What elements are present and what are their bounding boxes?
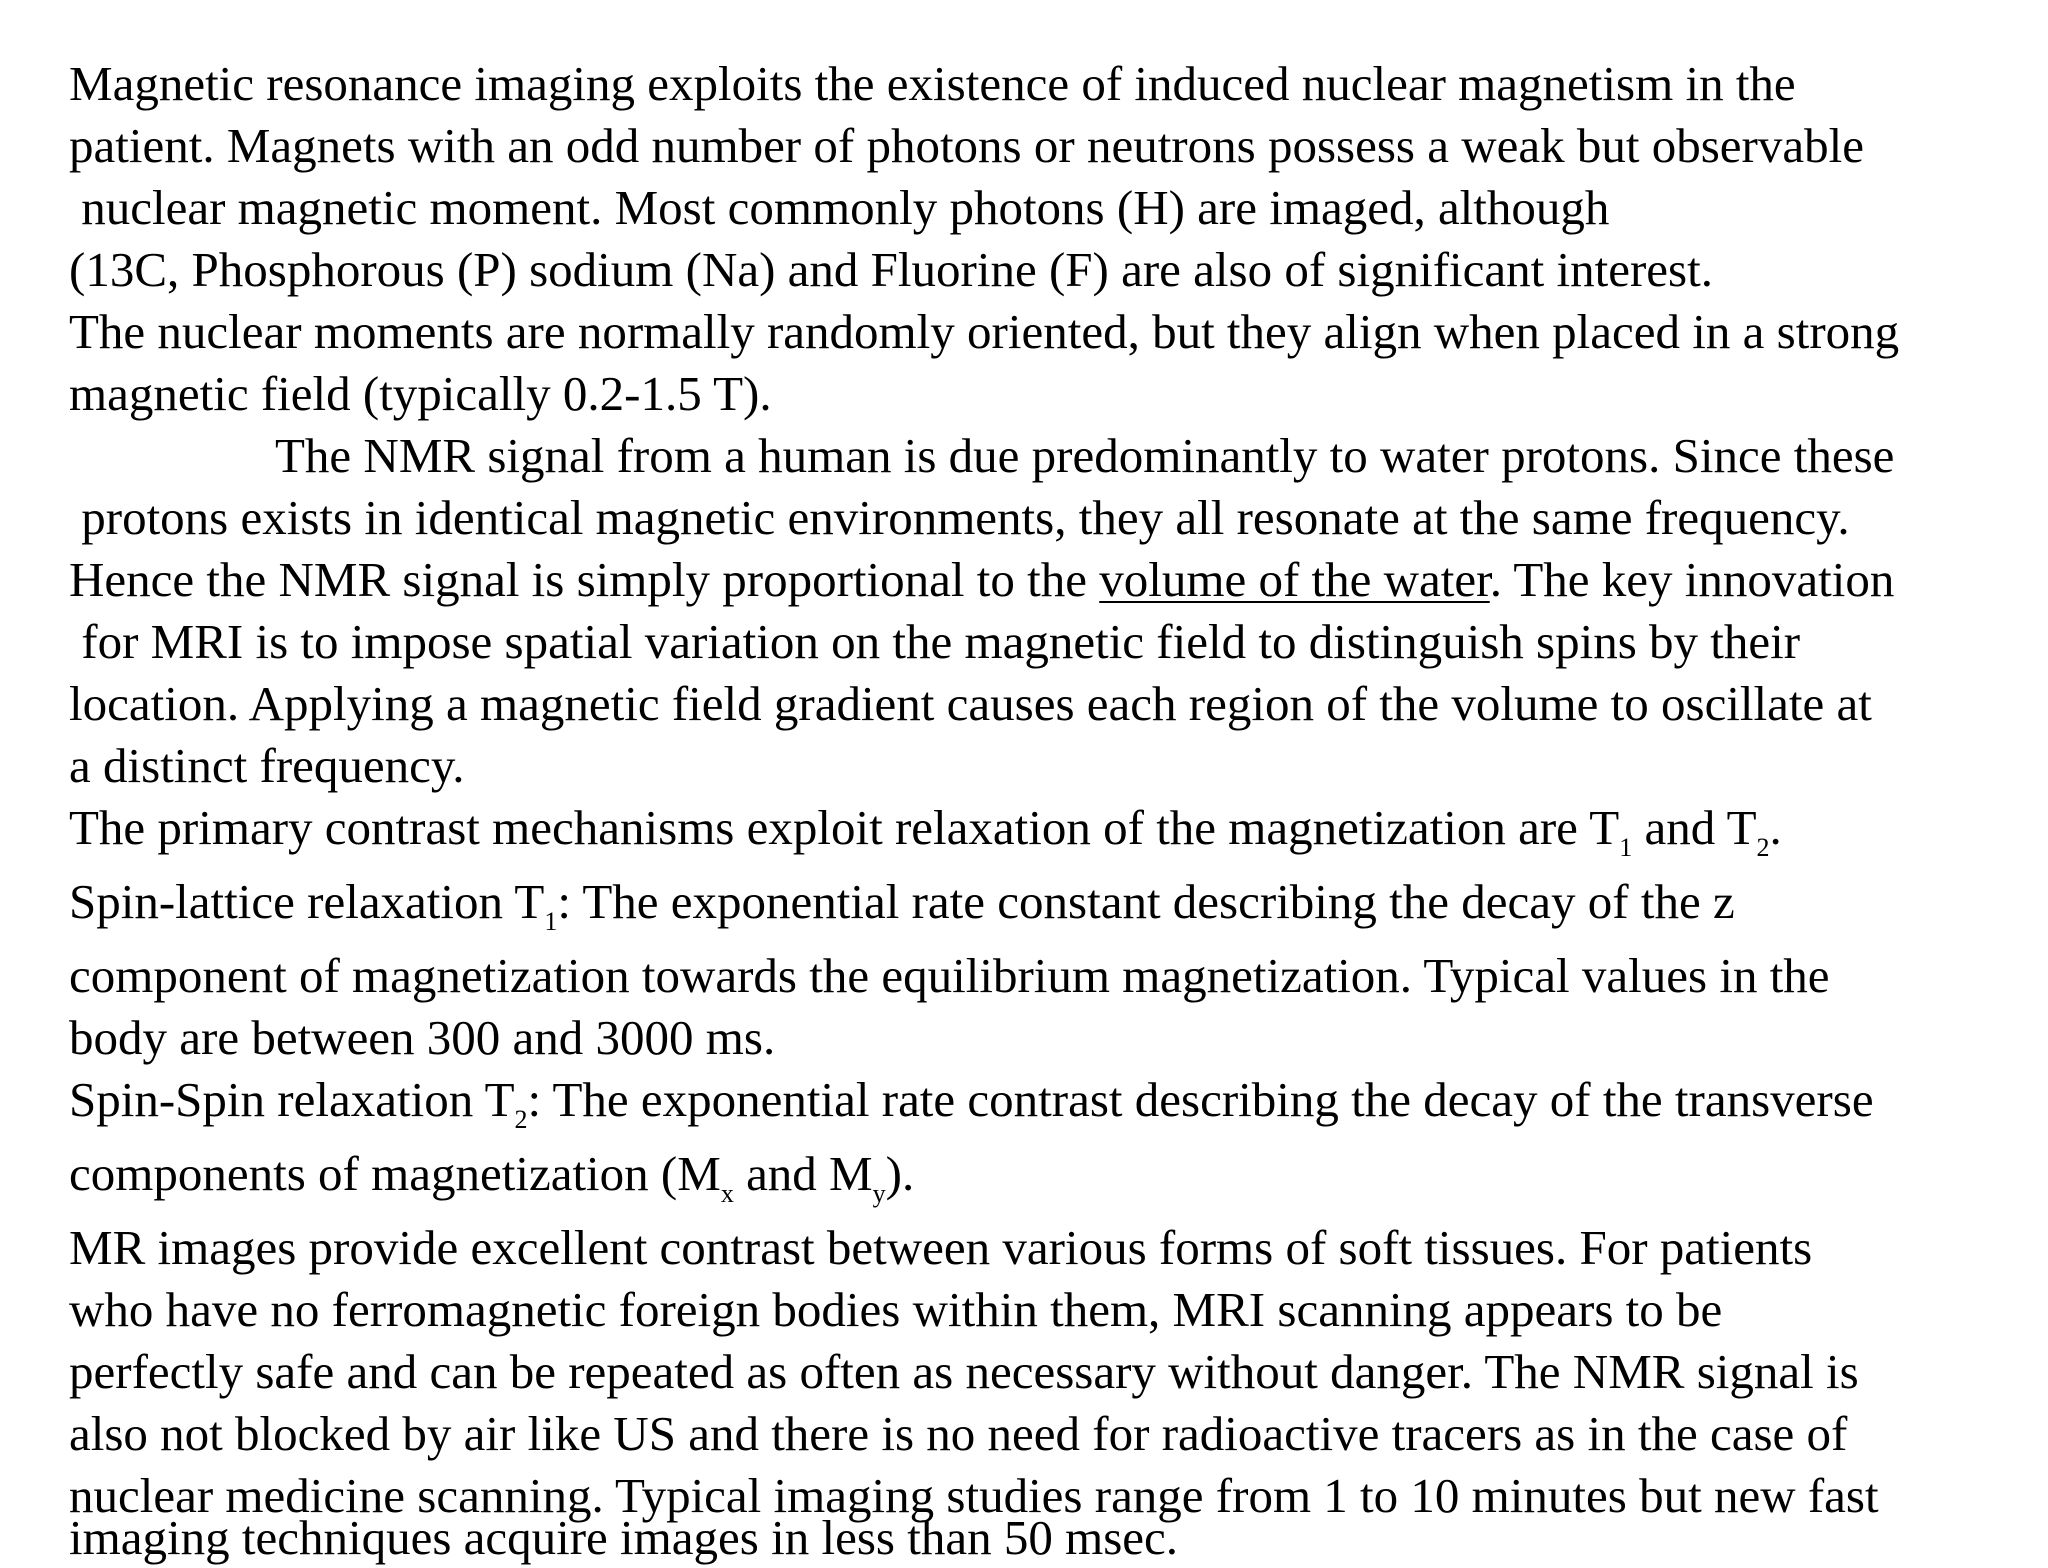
line-text: who have no ferromagnetic foreign bodies within them, MRI scanning appears to be xyxy=(69,1282,1723,1337)
line-text: Hence the NMR signal is simply proportional to the xyxy=(69,552,1100,607)
line-text: magnetic field (typically 0.2-1.5 T). xyxy=(69,366,772,421)
text-line xyxy=(69,674,1872,734)
line-text: and M xyxy=(733,1146,873,1201)
line-text: and T xyxy=(1632,800,1757,855)
line-text: component of magnetization towards the equilibrium magnetization. Typical values in the xyxy=(69,948,1830,1003)
indented-text-line xyxy=(275,426,1894,486)
line-text: (13C, Phosphorous (P) sodium (Na) and Fluorine (F) are also of significant interest. xyxy=(69,242,1713,297)
underlined-phrase: volume of the water xyxy=(1099,552,1490,607)
text-line xyxy=(69,872,1735,936)
text-line xyxy=(69,1144,915,1208)
text-line xyxy=(69,1218,1812,1278)
line-text: perfectly safe and can be repeated as often as necessary without danger. The NMR signal is xyxy=(69,1344,1859,1399)
line-text: . xyxy=(1769,800,1782,855)
line-text: also not blocked by air like US and there is no need for radioactive tracers as in the case of xyxy=(69,1406,1848,1461)
line-text: : The exponential rate contrast describing the decay of the transverse xyxy=(527,1072,1874,1127)
subscript: y xyxy=(872,1179,886,1208)
line-text: nuclear magnetic moment. Most commonly photons (H) are imaged, although xyxy=(69,180,1610,235)
text-line xyxy=(69,1404,1847,1464)
line-text: location. Applying a magnetic field gradient causes each region of the volume to oscillate at xyxy=(69,676,1872,731)
text-line xyxy=(69,798,1782,862)
text-line xyxy=(69,736,464,796)
line-text: Spin-Spin relaxation T xyxy=(69,1072,515,1127)
line-text: MR images provide excellent contrast between various forms of soft tissues. For patients xyxy=(69,1220,1813,1275)
text-line xyxy=(69,1008,775,1068)
line-text: body are between 300 and 3000 ms. xyxy=(69,1010,776,1065)
text-line xyxy=(69,1280,1722,1340)
line-text: protons exists in identical magnetic environments, they all resonate at the same frequency. xyxy=(69,490,1850,545)
line-text: components of magnetization (M xyxy=(69,1146,721,1201)
text-line-cut-off xyxy=(69,1508,1178,1568)
line-text: The primary contrast mechanisms exploit relaxation of the magnetization are T xyxy=(69,800,1620,855)
line-text: . The key innovation xyxy=(1489,552,1895,607)
line-text: a distinct frequency. xyxy=(69,738,465,793)
subscript: x xyxy=(720,1179,734,1208)
text-line xyxy=(69,302,1899,362)
text-line xyxy=(69,612,1800,672)
text-line xyxy=(69,240,1713,300)
text-line xyxy=(69,1342,1859,1402)
line-text: nuclear medicine scanning. Typical imaging studies range from 1 to 10 minutes but new fast xyxy=(69,1468,1879,1523)
line-text: ). xyxy=(885,1146,915,1201)
line-text: The NMR signal from a human is due predominantly to water protons. Since these xyxy=(275,428,1895,483)
line-text: Spin-lattice relaxation T xyxy=(69,874,545,929)
line-text: : The exponential rate constant describing the decay of the z xyxy=(557,874,1735,929)
line-text: for MRI is to impose spatial variation on the magnetic field to distinguish spins by their xyxy=(69,614,1801,669)
text-line xyxy=(69,488,1850,548)
subscript: 1 xyxy=(1619,833,1633,862)
text-line xyxy=(69,178,1609,238)
line-text: Magnetic resonance imaging exploits the existence of induced nuclear magnetism in the xyxy=(69,56,1796,111)
text-line xyxy=(69,54,1796,114)
line-text: patient. Magnets with an odd number of photons or neutrons possess a weak but observable xyxy=(69,118,1864,173)
text-line xyxy=(69,550,1894,610)
subscript: 1 xyxy=(544,907,558,936)
text-line xyxy=(69,364,772,424)
line-text: imaging techniques acquire images in less than 50 msec. xyxy=(69,1510,1179,1565)
text-line xyxy=(69,946,1830,1006)
text-line xyxy=(69,116,1864,176)
text-line xyxy=(69,1070,1874,1134)
line-text: The nuclear moments are normally randomly oriented, but they align when placed in a strong xyxy=(69,304,1900,359)
subscript: 2 xyxy=(1756,833,1770,862)
subscript: 2 xyxy=(514,1105,528,1134)
